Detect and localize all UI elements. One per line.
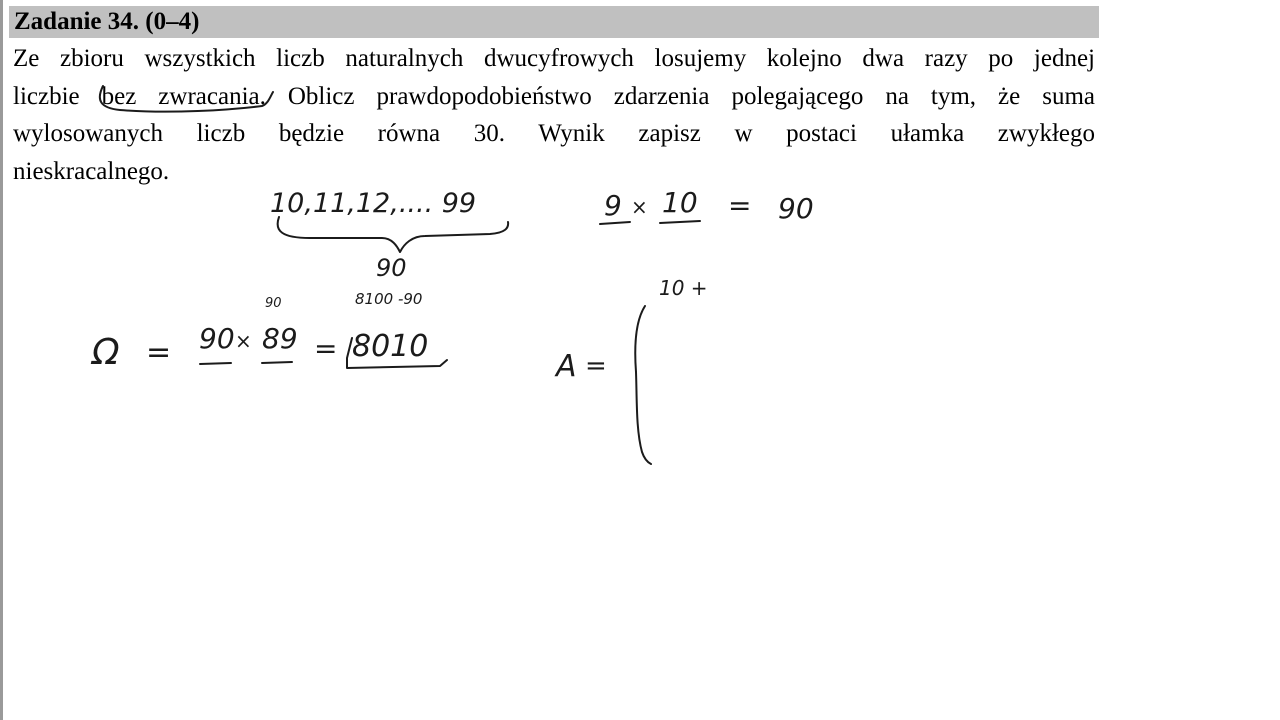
sequence-brace [278,217,509,252]
count-times: × [631,195,648,219]
omega-equals: = [146,335,172,370]
count-right: 10 [662,186,698,219]
count-left-underline [600,222,630,224]
sequence-note: 10,11,12,.... 99 [270,188,477,219]
omega-result-equals: = [314,332,338,365]
underline-stroke [100,86,273,112]
omega-times: × [235,329,252,353]
omega-symbol: Ω [92,332,120,373]
task-line-4: nieskracalnego. [13,157,170,185]
task-line-3: wylosowanych liczb będzie równa 30. Wynik zapisz w postaci ułamka zwykłego [13,120,1095,147]
underlined-phrase: bez zwracania [101,82,260,110]
sequence-count: 90 [376,254,407,282]
omega-factor2-underline [262,362,292,363]
omega-factor1-label: 90 [265,296,282,311]
event-first-element: 10 + [659,276,708,300]
event-equals: = [585,351,607,381]
omega-side-calc: 8100 -90 [355,290,423,308]
event-symbol: A [556,349,577,384]
count-result: 90 [778,192,814,225]
count-right-underline [660,221,700,223]
count-equals: = [728,189,752,222]
event-brace [635,306,651,464]
omega-factor1-underline [200,363,231,364]
omega-factor2: 89 [262,322,298,355]
omega-result: 8010 [352,329,429,364]
task-title: Zadanie 34. (0–4) [14,8,200,35]
task-line-2-start: liczbie [13,82,102,110]
count-left: 9 [604,189,622,222]
task-line-1: Ze zbioru wszystkich liczb naturalnych dwucyfrowych losujemy kolejno dwa razy po jednej [13,45,1095,72]
task-line-2-end: . Oblicz prawdopodobieństwo zdarzenia polegającego na tym, że suma [259,82,1095,110]
omega-factor1: 90 [199,322,235,355]
